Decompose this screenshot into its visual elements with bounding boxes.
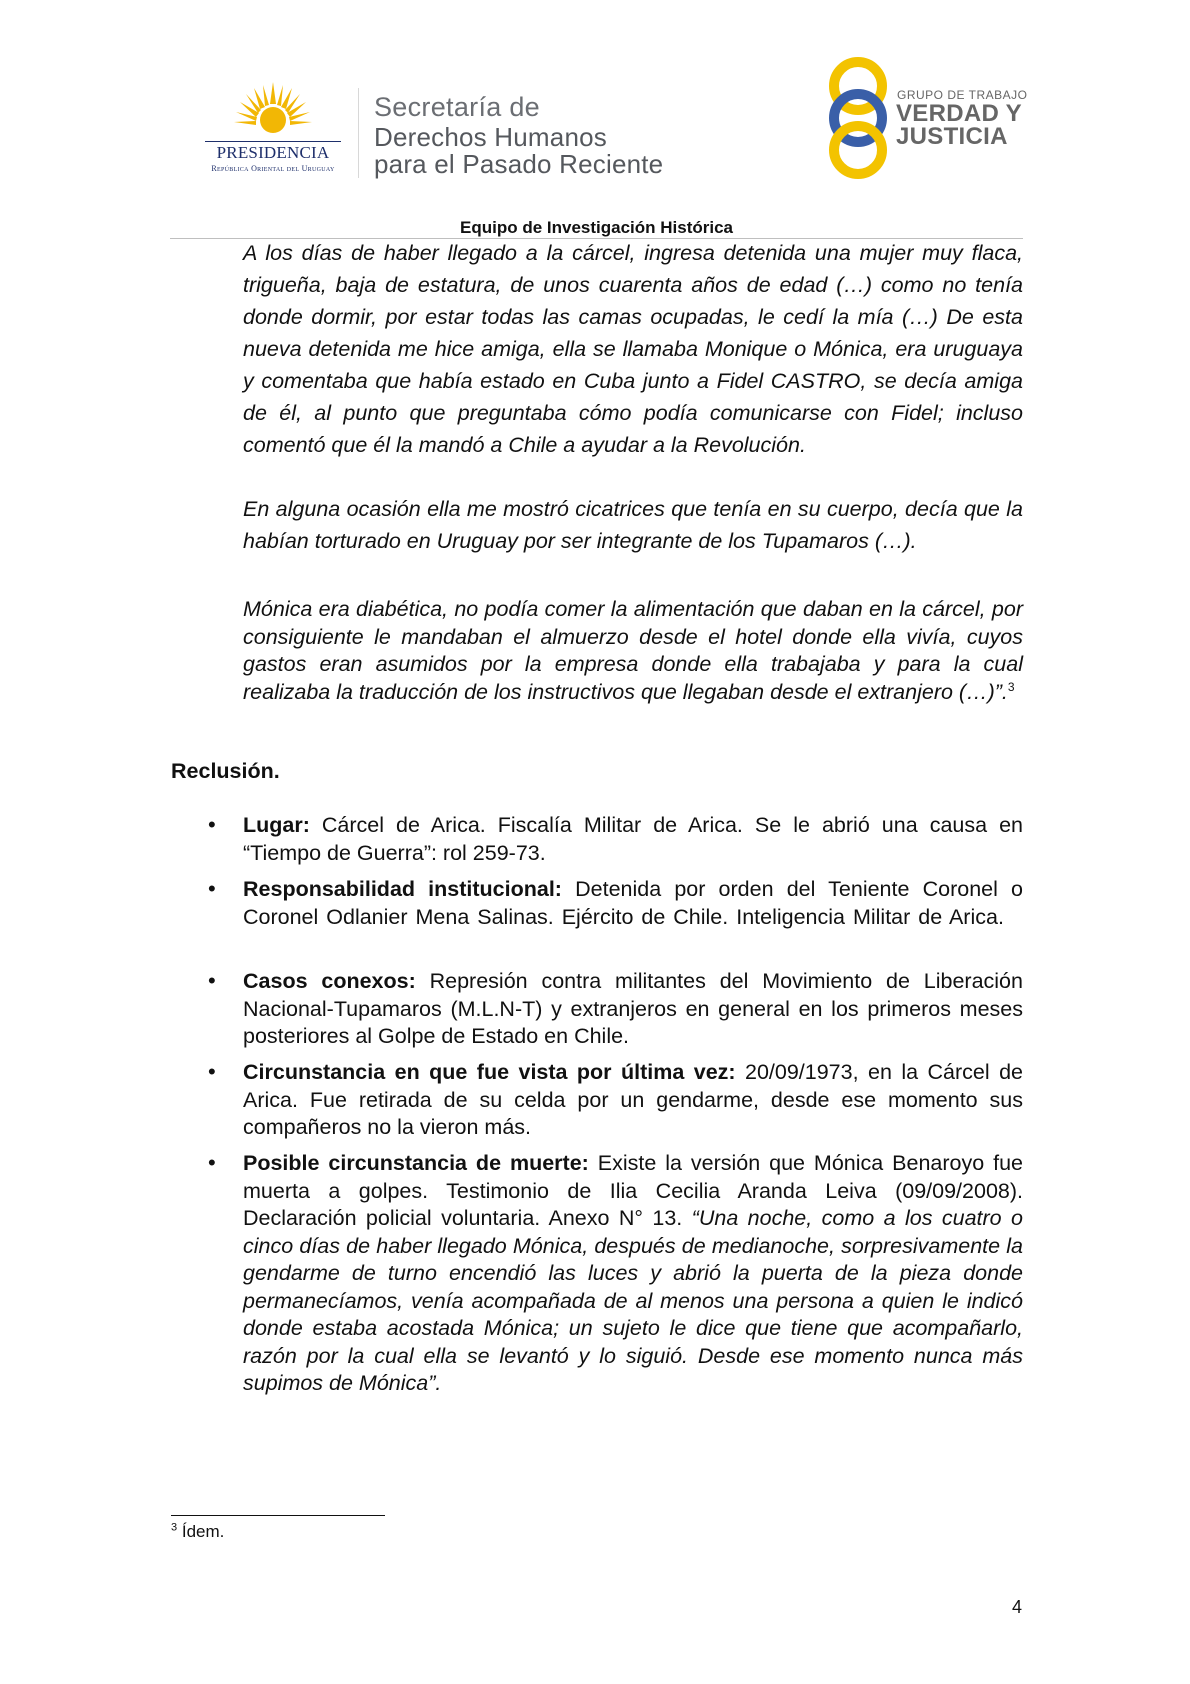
sun-emblem-icon xyxy=(232,80,314,142)
quote-paragraph-3-text: Mónica era diabética, no podía comer la alimentación que daban en la cárcel, por consiguiente le mandaban el almuerzo desde el hotel donde ella vivía, cuyos gastos eran asumidos por la empresa donde ella trabajaba y para la cual realizaba la traducción de los instructivos que llegaban desde el extranjero (…)”. xyxy=(243,597,1023,704)
item-label: Posible circunstancia de muerte: xyxy=(243,1151,589,1175)
item-responsabilidad xyxy=(243,876,1023,931)
secretaria-line-1: Secretaría de xyxy=(374,92,540,122)
presidencia-rule xyxy=(205,141,341,142)
gtvj-line-3: JUSTICIA xyxy=(896,123,1008,150)
footnote-ref: 3 xyxy=(1007,679,1015,694)
bullet-icon: • xyxy=(208,1059,216,1084)
quote-paragraph-2: En alguna ocasión ella me mostró cicatrices que tenía en su cuerpo, decía que la habían torturado en Uruguay por ser integrante de los Tupamaros (…). xyxy=(243,497,1023,553)
item-text: 20/09/1973, en la Cárcel de Arica. Fue retirada de su celda por un gendarme, desde ese momento sus compañeros no la vieron más. xyxy=(243,1060,1023,1139)
bullet-icon: • xyxy=(208,968,216,993)
gtvj-line-2: VERDAD Y xyxy=(896,100,1022,127)
bullet-icon: • xyxy=(208,876,216,901)
footnote-number: 3 xyxy=(171,1521,178,1534)
header-equipo-title: Equipo de Investigación Histórica xyxy=(460,218,733,237)
quote-paragraph-3 xyxy=(243,596,1023,706)
item-text: Existe la versión que Mónica Benaroyo fue muerta a golpes. Testimonio de Ilia Cecilia Aranda Leiva (09/09/2008). Declaración policial voluntaria. Anexo N° 13. xyxy=(243,1151,1023,1230)
page-number: 4 xyxy=(1012,1597,1023,1617)
footnote xyxy=(171,1522,224,1542)
item-text: Represión contra militantes del Movimiento de Liberación Nacional-Tupamaros (M.L.N-T) y extranjeros en general en los primeros meses posteriores al Golpe de Estado en Chile. xyxy=(243,969,1023,1048)
item-label: Responsabilidad institucional: xyxy=(243,877,562,901)
presidencia-subtitle: República Oriental del Uruguay xyxy=(211,164,335,173)
header-divider xyxy=(358,88,359,178)
item-lugar xyxy=(243,812,1023,867)
bullet-icon: • xyxy=(208,812,216,837)
item-circunstancia-vista xyxy=(243,1059,1023,1142)
item-label: Lugar: xyxy=(243,813,310,837)
item-casos-conexos xyxy=(243,968,1023,1051)
item-text: Detenida por orden del Teniente Coronel o Coronel Odlanier Mena Salinas. Ejército de Chile. Inteligencia Militar de Arica. xyxy=(243,877,1023,929)
item-text: Cárcel de Arica. Fiscalía Militar de Arica. Se le abrió una causa en “Tiempo de Guerra”: rol 259-73. xyxy=(243,813,1023,865)
bullet-icon: • xyxy=(208,1150,216,1175)
footnote-rule xyxy=(171,1515,385,1516)
verdad-justicia-rings-icon xyxy=(820,56,896,180)
section-title-reclusion: Reclusión. xyxy=(171,759,280,783)
item-quote: “Una noche, como a los cuatro o cinco días de haber llegado Mónica, después de medianoche, sorpresivamente la gendarme de turno encendió las luces y abrió la puerta de la pieza donde permanecíamos, venía acompañada de al menos una persona a quien le indicó donde estaba acostada Mónica; un sujeto le dice que tiene que acompañarlo, razón por la cual ella se levantó y lo siguió. Desde ese momento nunca más supimos de Mónica”. xyxy=(243,1206,1023,1395)
presidencia-label: PRESIDENCIA xyxy=(216,143,330,162)
secretaria-line-3: para el Pasado Reciente xyxy=(374,149,664,179)
quote-paragraph-1: A los días de haber llegado a la cárcel, ingresa detenida una mujer muy flaca, trigueña, baja de estatura, de unos cuarenta años de edad (…) como no tenía donde dormir, por estar todas las camas ocupadas, le cedí la mía (…) De esta nueva detenida me hice amiga, ella se llamaba Monique o Mónica, era uruguaya y comentaba que había estado en Cuba junto a Fidel CASTRO, se decía amiga de él, al punto que preguntaba cómo podía comunicarse con Fidel; incluso comentó que él la mandó a Chile a ayudar a la Revolución. xyxy=(243,241,1023,457)
item-label: Circunstancia en que fue vista por última vez: xyxy=(243,1060,736,1084)
secretaria-line-2: Derechos Humanos xyxy=(374,122,607,152)
gtvj-line-1: GRUPO DE TRABAJO xyxy=(897,88,1028,102)
footnote-text: Ídem. xyxy=(177,1522,225,1541)
item-label: Casos conexos: xyxy=(243,969,416,993)
item-posible-muerte xyxy=(243,1150,1023,1398)
